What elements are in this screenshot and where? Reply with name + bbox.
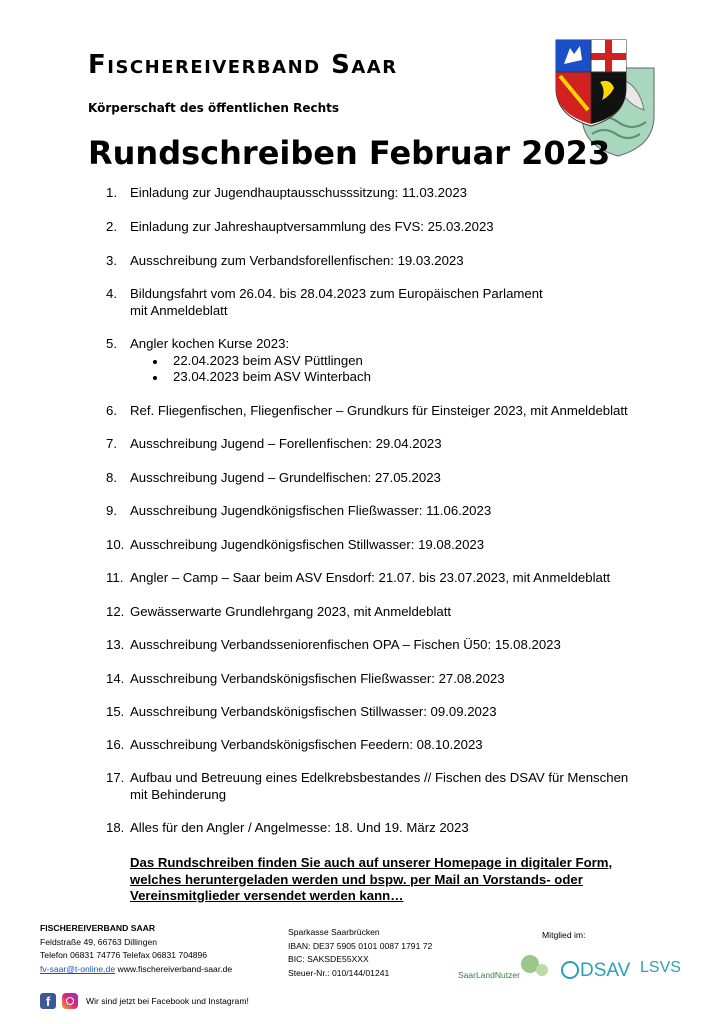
partner-logos xyxy=(458,948,682,990)
bullet-item: 23.04.2023 beim ASV Winterbach xyxy=(130,369,371,386)
item-line: Ausschreibung Jugendkönigsfischen Fließwasser: 11.06.2023 xyxy=(130,503,492,518)
item-number: 9. xyxy=(106,503,117,518)
item-number: 4. xyxy=(106,286,117,301)
item-line: Ausschreibung Verbandskönigsfischen Fließwasser: 27.08.2023 xyxy=(130,671,505,686)
item-text xyxy=(130,671,505,688)
list-item xyxy=(106,570,610,587)
item-line: mit Behinderung xyxy=(130,786,227,802)
social-text: Wir sind jetzt bei Facebook und Instagram! xyxy=(86,996,249,1006)
tax-number: Steuer-Nr.: 010/144/01241 xyxy=(288,967,390,978)
item-text xyxy=(130,704,497,721)
list-item xyxy=(106,770,628,803)
item-line: Ausschreibung Jugendkönigsfischen Stillwasser: 19.08.2023 xyxy=(130,537,485,552)
footer-street: Feldstraße 49, 66763 Dillingen xyxy=(40,936,158,947)
item-line: Einladung zur Jugendhauptausschusssitzung: 11.03.2023 xyxy=(130,185,468,200)
member-label: Mitglied im: xyxy=(542,930,586,940)
list-item xyxy=(106,820,469,837)
list-item xyxy=(106,336,371,386)
partner-name: LSVS xyxy=(640,959,681,976)
item-line: Gewässerwarte Grundlehrgang 2023, mit Anmeldeblatt xyxy=(130,604,452,619)
item-line: Einladung zur Jahreshauptversammlung des FVS: 25.03.2023 xyxy=(130,219,494,234)
instagram-icon[interactable] xyxy=(62,993,78,1009)
item-text xyxy=(130,470,441,487)
item-number: 3. xyxy=(106,253,117,268)
item-line: Ausschreibung Jugend – Grundelfischen: 27.05.2023 xyxy=(130,470,441,485)
bank-iban: IBAN: DE37 5905 0101 0087 1791 72 xyxy=(288,940,433,951)
item-line: Angler kochen Kurse 2023: xyxy=(130,336,290,351)
item-line: Ref. Fliegenfischen, Fliegenfischer – Grundkurs für Einsteiger 2023, mit Anmeldeblatt xyxy=(130,403,628,418)
homepage-notice: Das Rundschreiben finden Sie auch auf unserer Homepage in digitaler Form, welches heruntergeladen werden und bspw. per Mail an Vorstands- oder Vereinsmitglieder versendet werden kann… xyxy=(130,855,613,903)
item-number: 12. xyxy=(106,604,125,619)
footer-org-name: FISCHEREIVERBAND SAAR xyxy=(40,923,156,933)
item-text xyxy=(130,820,469,837)
footer-email-link[interactable]: fv-saar@t-online.de xyxy=(40,963,116,974)
item-number: 14. xyxy=(106,671,125,686)
item-text xyxy=(130,570,610,587)
item-number: 18. xyxy=(106,820,125,835)
list-item xyxy=(106,470,441,487)
partner-name: SaarLandNutzer xyxy=(458,970,520,980)
item-line: Ausschreibung Verbandskönigsfischen Feedern: 08.10.2023 xyxy=(130,737,483,752)
item-number: 17. xyxy=(106,770,125,785)
partner-name: DSAV xyxy=(580,960,631,981)
item-line: Bildungsfahrt vom 26.04. bis 28.04.2023 zum Europäischen Parlament xyxy=(130,286,543,301)
item-line: Angler – Camp – Saar beim ASV Ensdorf: 21.07. bis 23.07.2023, mit Anmeldeblatt xyxy=(130,570,611,585)
item-text xyxy=(130,403,628,420)
item-number: 6. xyxy=(106,403,117,418)
org-subtitle: Körperschaft des öffentlichen Rechts xyxy=(88,101,340,115)
item-text xyxy=(130,537,484,554)
item-number: 16. xyxy=(106,737,125,752)
item-text xyxy=(130,604,451,621)
item-number: 2. xyxy=(106,219,117,234)
item-number: 15. xyxy=(106,704,125,719)
item-number: 10. xyxy=(106,537,125,552)
facebook-icon[interactable]: f xyxy=(40,993,56,1009)
list-item xyxy=(106,671,505,688)
list-item xyxy=(106,286,543,319)
org-name: Fischereiverband Saar xyxy=(88,50,398,80)
footer-address xyxy=(40,922,232,976)
footer-phone: Telefon 06831 74776 Telefax 06831 704896 xyxy=(40,950,208,961)
list-item xyxy=(106,637,561,654)
item-line: Alles für den Angler / Angelmesse: 18. Und 19. März 2023 xyxy=(130,820,469,835)
list-item xyxy=(106,737,483,754)
item-text xyxy=(130,637,561,654)
footer-bank xyxy=(288,926,432,980)
item-text xyxy=(130,185,467,202)
item-number: 1. xyxy=(106,185,117,200)
dsav-logo xyxy=(562,960,631,981)
item-number: 13. xyxy=(106,637,125,652)
bullet-list xyxy=(130,353,371,386)
item-line: Ausschreibung Verbandsseniorenfischen OPA – Fischen Ü50: 15.08.2023 xyxy=(130,637,561,652)
item-line: Ausschreibung Verbandskönigsfischen Stillwasser: 09.09.2023 xyxy=(130,704,497,719)
bullet-item: 22.04.2023 beim ASV Püttlingen xyxy=(130,353,371,370)
list-item xyxy=(106,185,467,202)
list-item xyxy=(106,537,484,554)
item-line: Ausschreibung Jugend – Forellenfischen: 29.04.2023 xyxy=(130,436,442,451)
item-text xyxy=(130,503,491,520)
item-text xyxy=(130,286,543,319)
lsvs-logo xyxy=(640,959,681,976)
list-item xyxy=(106,403,628,420)
item-number: 7. xyxy=(106,436,117,451)
item-text xyxy=(130,770,628,803)
item-number: 8. xyxy=(106,470,117,485)
list-item xyxy=(106,503,491,520)
social-row xyxy=(40,990,249,1012)
bank-bic: BIC: SAKSDE55XXX xyxy=(288,954,369,965)
item-text xyxy=(130,436,442,453)
item-text xyxy=(130,253,464,270)
item-text xyxy=(130,219,494,236)
list-item xyxy=(106,219,494,236)
list-item xyxy=(106,704,497,721)
item-text xyxy=(130,336,371,386)
item-number: 5. xyxy=(106,336,117,351)
item-line: Ausschreibung zum Verbandsforellenfischen: 19.03.2023 xyxy=(130,253,464,268)
list-item xyxy=(106,253,464,270)
footer-website[interactable]: www.fischereiverband-saar.de xyxy=(117,963,233,974)
bank-name: Sparkasse Saarbrücken xyxy=(288,927,380,937)
list-item xyxy=(106,604,451,621)
saarlandnutzer-logo xyxy=(458,955,548,980)
item-text xyxy=(130,737,483,754)
item-number: 11. xyxy=(106,570,124,585)
item-line: Aufbau und Betreuung eines Edelkrebsbestandes // Fischen des DSAV für Menschen xyxy=(130,770,629,785)
item-line: mit Anmeldeblatt xyxy=(130,302,228,318)
document-title: Rundschreiben Februar 2023 xyxy=(88,134,611,172)
list-item xyxy=(106,436,442,453)
